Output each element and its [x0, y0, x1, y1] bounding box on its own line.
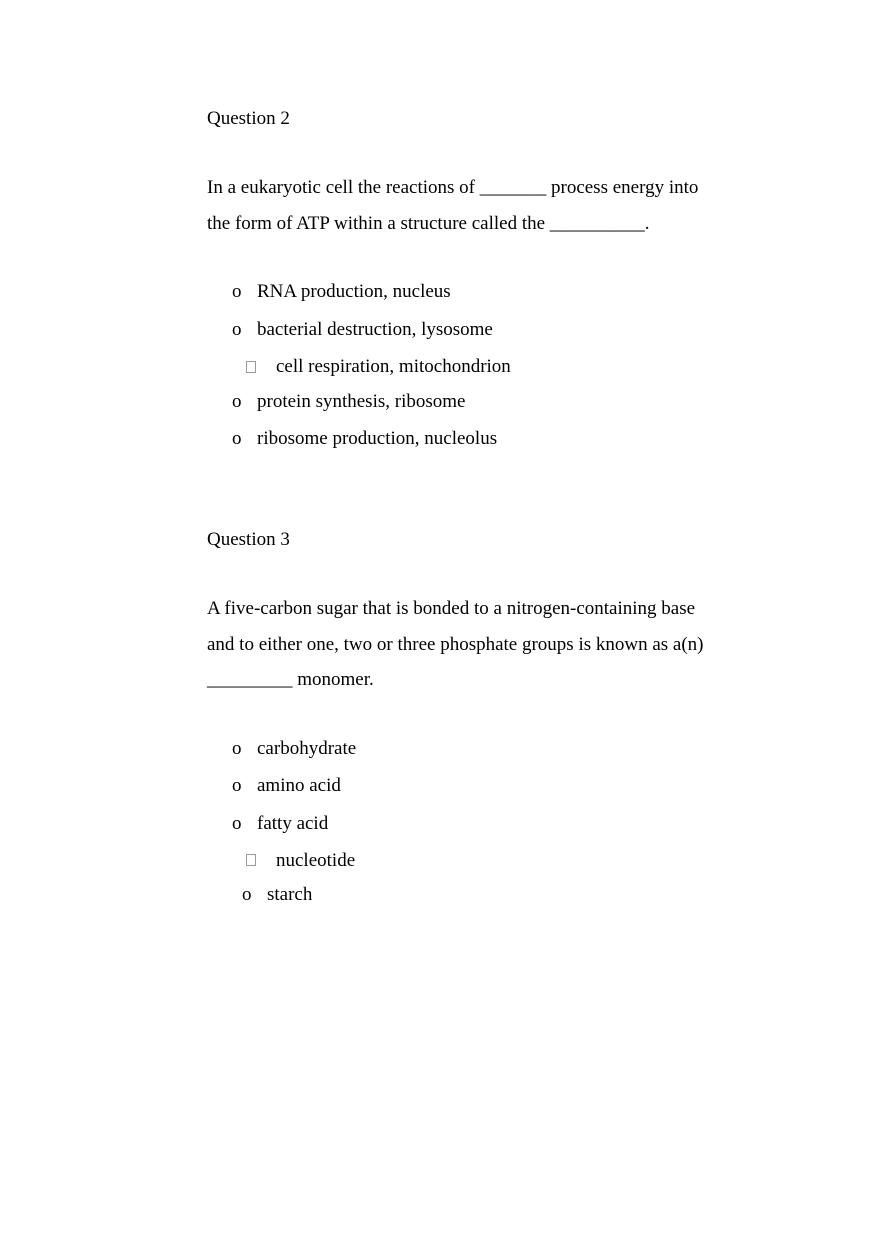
radio-bullet-icon[interactable]: o [232, 813, 242, 834]
radio-bullet-icon[interactable]: o [232, 319, 242, 340]
question-3-text-line-2: and to either one, two or three phosphate groups is known as a(n) [207, 634, 704, 655]
radio-bullet-icon[interactable]: o [232, 775, 242, 796]
option-label: bacterial destruction, lysosome [257, 319, 493, 340]
radio-bullet-icon[interactable]: o [242, 884, 252, 905]
option-label: protein synthesis, ribosome [257, 391, 466, 412]
radio-bullet-icon[interactable]: o [232, 391, 242, 412]
question-2-text-line-1: In a eukaryotic cell the reactions of _______ process energy into [207, 177, 699, 198]
checkbox-icon[interactable] [246, 361, 256, 373]
option-label: carbohydrate [257, 738, 357, 759]
option-label: nucleotide [276, 850, 356, 871]
question-3-text-line-1: A five-carbon sugar that is bonded to a nitrogen-containing base [207, 598, 696, 619]
question-2-text-line-2: the form of ATP within a structure called the __________. [207, 213, 650, 234]
option-label: starch [267, 884, 313, 905]
question-3-text-line-3: _________ monomer. [207, 669, 374, 690]
option-label: fatty acid [257, 813, 329, 834]
radio-bullet-icon[interactable]: o [232, 738, 242, 759]
option-label: ribosome production, nucleolus [257, 428, 498, 449]
checkbox-icon[interactable] [246, 854, 256, 866]
question-2-title: Question 2 [207, 108, 290, 129]
radio-bullet-icon[interactable]: o [232, 281, 242, 302]
option-label: cell respiration, mitochondrion [276, 356, 511, 377]
question-3-title: Question 3 [207, 529, 290, 550]
radio-bullet-icon[interactable]: o [232, 428, 242, 449]
option-label: amino acid [257, 775, 341, 796]
option-label: RNA production, nucleus [257, 281, 451, 302]
